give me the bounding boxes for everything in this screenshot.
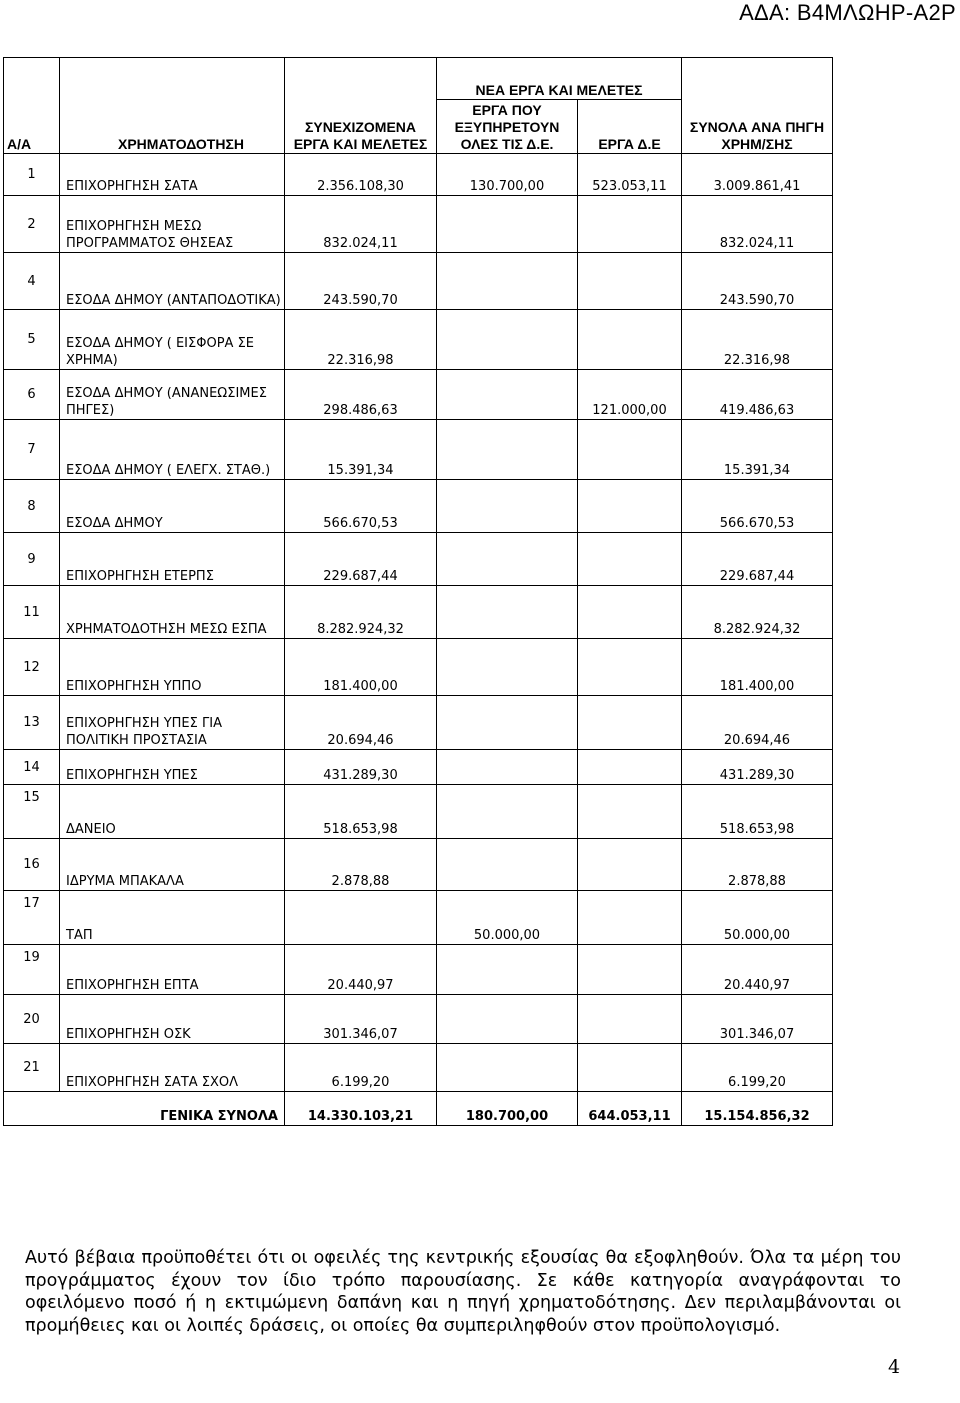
row-source: ΧΡΗΜΑΤΟΔΟΤΗΣΗ ΜΕΣΩ ΕΣΠΑ	[60, 586, 285, 639]
row-service-all	[437, 480, 578, 533]
row-total: 431.289,30	[682, 750, 833, 785]
row-service-all	[437, 785, 578, 839]
row-total: 22.316,98	[682, 310, 833, 370]
financing-table	[3, 57, 833, 1126]
row-source: ΕΠΙΧΟΡΗΓΗΣΗ ΟΣΚ	[60, 995, 285, 1044]
row-continuing: 20.440,97	[285, 945, 437, 995]
row-source: ΕΣΟΔΑ ΔΗΜΟΥ ( ΕΛΕΓΧ. ΣΤΑΘ.)	[60, 420, 285, 480]
row-source: ΔΑΝΕΙΟ	[60, 785, 285, 839]
row-service-all	[437, 1044, 578, 1092]
row-source: ΕΠΙΧΟΡΗΓΗΣΗ ΣΑΤΑ	[60, 154, 285, 196]
page-number: 4	[888, 1356, 901, 1378]
row-total: 20.440,97	[682, 945, 833, 995]
row-total: 6.199,20	[682, 1044, 833, 1092]
row-unit-works	[578, 945, 682, 995]
totals-unit-works: 644.053,11	[578, 1092, 682, 1126]
col-header-new-works: ΝΕΑ ΕΡΓΑ ΚΑΙ ΜΕΛΕΤΕΣ	[437, 58, 682, 100]
row-unit-works	[578, 533, 682, 586]
totals-grand: 15.154.856,32	[682, 1092, 833, 1126]
row-continuing: 566.670,53	[285, 480, 437, 533]
row-unit-works	[578, 586, 682, 639]
table-row	[4, 945, 833, 995]
row-continuing: 431.289,30	[285, 750, 437, 785]
row-source: ΕΠΙΧΟΡΗΓΗΣΗ ΥΠΠΟ	[60, 639, 285, 696]
row-index: 17	[4, 891, 60, 945]
table-body	[4, 154, 833, 1092]
row-unit-works	[578, 839, 682, 891]
row-source: ΕΣΟΔΑ ΔΗΜΟΥ (ΑΝΑΝΕΩΣΙΜΕΣ ΠΗΓΕΣ)	[60, 370, 285, 420]
row-unit-works: 523.053,11	[578, 154, 682, 196]
row-service-all	[437, 310, 578, 370]
row-index: 11	[4, 586, 60, 639]
row-source: ΕΠΙΧΟΡΗΓΗΣΗ ΕΤΕΡΠΣ	[60, 533, 285, 586]
row-total: 832.024,11	[682, 196, 833, 253]
row-total: 419.486,63	[682, 370, 833, 420]
row-total: 3.009.861,41	[682, 154, 833, 196]
table-header-group-row	[4, 58, 833, 100]
table-row	[4, 420, 833, 480]
row-service-all	[437, 420, 578, 480]
row-source: ΕΠΙΧΟΡΗΓΗΣΗ ΣΑΤΑ ΣΧΟΛ	[60, 1044, 285, 1092]
row-index: 20	[4, 995, 60, 1044]
row-unit-works	[578, 480, 682, 533]
totals-row	[4, 1092, 833, 1126]
row-index: 14	[4, 750, 60, 785]
row-continuing: 301.346,07	[285, 995, 437, 1044]
table-row	[4, 785, 833, 839]
table-row	[4, 154, 833, 196]
row-index: 13	[4, 696, 60, 750]
col-header-unit-works: ΕΡΓΑ Δ.Ε	[578, 100, 682, 154]
row-service-all: 50.000,00	[437, 891, 578, 945]
row-source: ΕΣΟΔΑ ΔΗΜΟΥ ( ΕΙΣΦΟΡΑ ΣΕ ΧΡΗΜΑ)	[60, 310, 285, 370]
row-index: 9	[4, 533, 60, 586]
row-index: 4	[4, 253, 60, 310]
row-continuing: 298.486,63	[285, 370, 437, 420]
table-row	[4, 480, 833, 533]
row-unit-works	[578, 253, 682, 310]
row-unit-works	[578, 750, 682, 785]
table-row	[4, 696, 833, 750]
table-row	[4, 1044, 833, 1092]
row-source: ΕΠΙΧΟΡΗΓΗΣΗ ΥΠΕΣ	[60, 750, 285, 785]
totals-label: ΓΕΝΙΚΑ ΣΥΝΟΛΑ	[4, 1092, 285, 1126]
row-service-all	[437, 586, 578, 639]
row-index: 2	[4, 196, 60, 253]
row-continuing: 20.694,46	[285, 696, 437, 750]
row-continuing: 181.400,00	[285, 639, 437, 696]
col-header-totals: ΣΥΝΟΛΑ ΑΝΑ ΠΗΓΗ ΧΡΗΜ/ΣΗΣ	[682, 58, 833, 154]
row-service-all	[437, 750, 578, 785]
table-row	[4, 370, 833, 420]
row-total: 20.694,46	[682, 696, 833, 750]
row-unit-works	[578, 310, 682, 370]
row-unit-works	[578, 785, 682, 839]
row-index: 5	[4, 310, 60, 370]
row-total: 8.282.924,32	[682, 586, 833, 639]
row-source: ΕΠΙΧΟΡΗΓΗΣΗ ΕΠΤΑ	[60, 945, 285, 995]
row-continuing: 518.653,98	[285, 785, 437, 839]
row-continuing: 243.590,70	[285, 253, 437, 310]
row-continuing: 229.687,44	[285, 533, 437, 586]
row-service-all	[437, 639, 578, 696]
row-continuing: 6.199,20	[285, 1044, 437, 1092]
row-source: ΕΠΙΧΟΡΗΓΗΣΗ ΥΠΕΣ ΓΙΑ ΠΟΛΙΤΙΚΗ ΠΡΟΣΤΑΣΙΑ	[60, 696, 285, 750]
row-continuing: 832.024,11	[285, 196, 437, 253]
row-continuing: 8.282.924,32	[285, 586, 437, 639]
row-unit-works	[578, 696, 682, 750]
row-index: 1	[4, 154, 60, 196]
col-header-service-all: ΕΡΓΑ ΠΟΥ ΕΞΥΠΗΡΕΤΟΥΝ ΟΛΕΣ ΤΙΣ Δ.Ε.	[437, 100, 578, 154]
row-index: 16	[4, 839, 60, 891]
row-service-all	[437, 696, 578, 750]
row-total: 243.590,70	[682, 253, 833, 310]
table-row	[4, 196, 833, 253]
row-total: 15.391,34	[682, 420, 833, 480]
row-total: 181.400,00	[682, 639, 833, 696]
row-total: 566.670,53	[682, 480, 833, 533]
table-row	[4, 533, 833, 586]
row-continuing: 2.356.108,30	[285, 154, 437, 196]
row-source: ΕΠΙΧΟΡΗΓΗΣΗ ΜΕΣΩ ΠΡΟΓΡΑΜΜΑΤΟΣ ΘΗΣΕΑΣ	[60, 196, 285, 253]
row-service-all	[437, 533, 578, 586]
row-source: ΕΣΟΔΑ ΔΗΜΟΥ	[60, 480, 285, 533]
row-total: 518.653,98	[682, 785, 833, 839]
row-index: 21	[4, 1044, 60, 1092]
row-continuing: 2.878,88	[285, 839, 437, 891]
col-header-aa: Α/Α	[4, 58, 60, 154]
row-continuing	[285, 891, 437, 945]
row-service-all	[437, 995, 578, 1044]
row-service-all	[437, 945, 578, 995]
row-unit-works	[578, 995, 682, 1044]
table-row	[4, 891, 833, 945]
table-row	[4, 839, 833, 891]
explanatory-note: Αυτό βέβαια προϋποθέτει ότι οι οφειλές της κεντρικής εξουσίας θα εξοφληθούν. Όλα τα μέρη του προγράμματος έχουν τον ίδιο τρόπο παρουσίασης. Σε κάθε κατηγορία αναγράφονται το οφειλόμενο ποσό ή η εκτιμώμενη δαπάνη και η πηγή χρηματοδότησης. Δεν περιλαμβάνονται οι προμήθειες και οι λοιπές δράσεις, οι οποίες θα συμπεριληφθούν στον προϋπολογισμό.	[25, 1248, 901, 1336]
row-source: ΙΔΡΥΜΑ ΜΠΑΚΑΛΑ	[60, 839, 285, 891]
row-total: 301.346,07	[682, 995, 833, 1044]
row-index: 7	[4, 420, 60, 480]
row-continuing: 22.316,98	[285, 310, 437, 370]
row-service-all: 130.700,00	[437, 154, 578, 196]
document-ada-code: ΑΔΑ: Β4ΜΛΩΗΡ-Α2Ρ	[739, 0, 956, 25]
row-service-all	[437, 839, 578, 891]
row-continuing: 15.391,34	[285, 420, 437, 480]
table-row	[4, 586, 833, 639]
row-source: ΤΑΠ	[60, 891, 285, 945]
col-header-continuing: ΣΥΝΕΧΙΖΟΜΕΝΑ ΕΡΓΑ ΚΑΙ ΜΕΛΕΤΕΣ	[285, 58, 437, 154]
row-unit-works	[578, 639, 682, 696]
row-total: 50.000,00	[682, 891, 833, 945]
row-unit-works	[578, 420, 682, 480]
row-index: 15	[4, 785, 60, 839]
row-source: ΕΣΟΔΑ ΔΗΜΟΥ (ΑΝΤΑΠΟΔΟΤΙΚΑ)	[60, 253, 285, 310]
table-row	[4, 639, 833, 696]
row-service-all	[437, 196, 578, 253]
row-unit-works: 121.000,00	[578, 370, 682, 420]
row-total: 2.878,88	[682, 839, 833, 891]
row-total: 229.687,44	[682, 533, 833, 586]
table-row	[4, 995, 833, 1044]
row-service-all	[437, 370, 578, 420]
col-header-financing: ΧΡΗΜΑΤΟΔΟΤΗΣΗ	[60, 58, 285, 154]
row-unit-works	[578, 891, 682, 945]
row-unit-works	[578, 196, 682, 253]
row-index: 6	[4, 370, 60, 420]
table-row	[4, 253, 833, 310]
row-index: 12	[4, 639, 60, 696]
table-row	[4, 310, 833, 370]
row-index: 8	[4, 480, 60, 533]
row-unit-works	[578, 1044, 682, 1092]
totals-service-all: 180.700,00	[437, 1092, 578, 1126]
table-row	[4, 750, 833, 785]
totals-continuing: 14.330.103,21	[285, 1092, 437, 1126]
row-service-all	[437, 253, 578, 310]
row-index: 19	[4, 945, 60, 995]
